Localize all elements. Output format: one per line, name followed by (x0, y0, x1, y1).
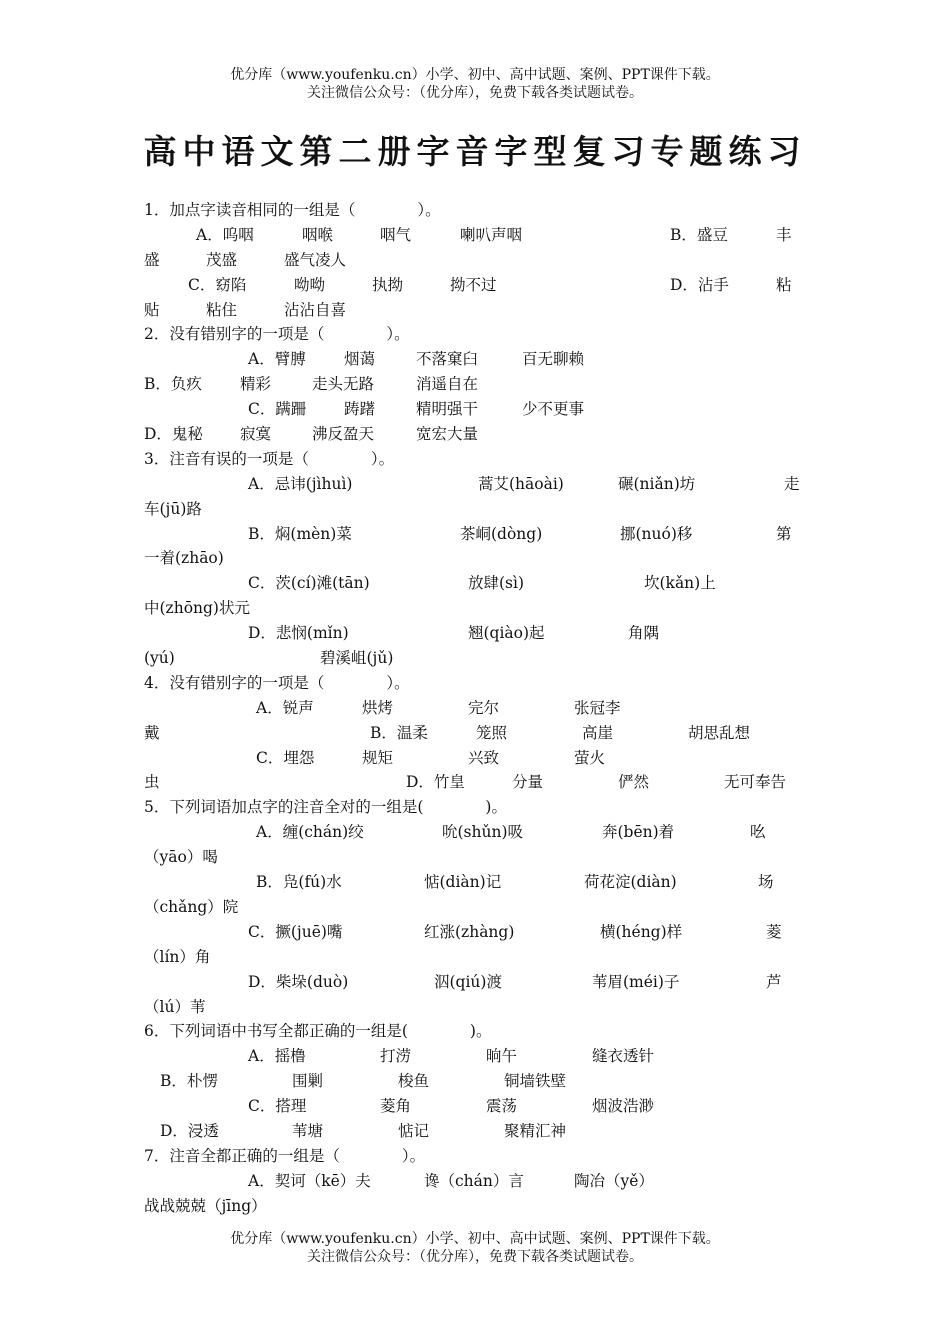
text-segment: 泅(qiú)渡 (434, 972, 502, 991)
text-line (144, 1119, 804, 1144)
text-segment: 完尔 (468, 698, 500, 717)
text-segment: 胡思乱想 (688, 723, 751, 742)
text-segment: 走头无路 (312, 375, 375, 394)
text-segment: 陶冶（yě） (574, 1171, 654, 1190)
text-segment: 战战兢兢（jīng） (144, 1196, 267, 1215)
text-segment: 踌躇 (344, 400, 376, 419)
text-segment: 缝衣透针 (592, 1047, 655, 1066)
text-segment: D．柴垛(duò) (248, 972, 349, 991)
text-segment: C．埋怨 (256, 748, 315, 767)
text-segment: 执拗 (372, 275, 404, 294)
page-footer (0, 1230, 950, 1266)
text-segment: (yú) (144, 649, 175, 668)
text-segment: D．沾手 (670, 275, 729, 294)
text-segment: 消遥自在 (416, 375, 479, 394)
text-segment: 沾沾自喜 (284, 300, 347, 319)
text-segment: D．悲悯(mǐn) (248, 624, 349, 643)
text-segment: 高崖 (582, 723, 614, 742)
text-segment: 宽宏大量 (416, 425, 479, 444)
text-segment: 张冠李 (574, 698, 621, 717)
text-segment: 梭鱼 (398, 1072, 430, 1091)
text-line (144, 621, 804, 646)
text-segment: 菱角 (380, 1097, 412, 1116)
text-segment: 苇塘 (292, 1121, 324, 1140)
text-segment: 4．没有错别字的一项是（ ）。 (144, 673, 410, 692)
text-line (144, 845, 804, 870)
text-segment: C．搭理 (248, 1097, 307, 1116)
text-line (144, 995, 804, 1020)
text-segment: 咽气 (380, 225, 412, 244)
text-line (144, 1194, 804, 1219)
footer-line-1: 优分库（www.youfenku.cn）小学、初中、高中试题、案例、PPT课件下载。 (230, 1231, 720, 1247)
header-line-1: 优分库（www.youfenku.cn）小学、初中、高中试题、案例、PPT课件下载。 (230, 67, 720, 83)
text-line (144, 870, 804, 895)
text-segment: 横(héng)样 (600, 922, 683, 941)
text-segment: 笼照 (476, 723, 508, 742)
text-segment: B．负疚 (144, 375, 202, 394)
text-segment: D．浸透 (160, 1121, 219, 1140)
text-segment: 沸反盈天 (312, 425, 375, 444)
text-line (144, 546, 804, 571)
text-line (144, 347, 804, 372)
text-line (144, 746, 804, 771)
text-segment: D．鬼秘 (144, 425, 203, 444)
text-line (144, 970, 804, 995)
text-segment: 荷花淀(diàn) (584, 873, 677, 892)
text-segment: A．锐声 (256, 698, 314, 717)
text-segment: A．呜咽 (196, 225, 254, 244)
text-line (144, 895, 804, 920)
text-segment: 聚精汇神 (504, 1121, 567, 1140)
text-segment: 粘 (776, 275, 792, 294)
text-segment: 盛 (144, 250, 160, 269)
text-segment: 晌午 (486, 1047, 518, 1066)
text-segment: 规矩 (362, 748, 394, 767)
text-segment: 谗（chán）言 (424, 1171, 524, 1190)
text-segment: 车(jū)路 (144, 499, 202, 518)
text-segment: （lú）苇 (144, 997, 206, 1016)
text-segment: 碾(niǎn)坊 (618, 474, 696, 493)
document-body (144, 198, 804, 1219)
text-segment: 少不更事 (522, 400, 585, 419)
text-segment: 惦记 (398, 1121, 430, 1140)
text-line (144, 945, 804, 970)
text-line (144, 497, 804, 522)
text-segment: 芦 (766, 972, 782, 991)
text-line (144, 248, 804, 273)
text-segment: 虫 (144, 773, 160, 792)
text-segment: （chǎng）院 (144, 897, 239, 916)
text-segment: 吆 (750, 823, 766, 842)
text-line (144, 1019, 804, 1044)
text-segment: （lín）角 (144, 947, 211, 966)
footer-line-2: 关注微信公众号：（优分库），免费下载各类试题试卷。 (307, 1249, 643, 1265)
text-segment: A．摇橹 (248, 1047, 306, 1066)
text-segment: 精明强干 (416, 400, 479, 419)
text-segment: 戴 (144, 723, 160, 742)
text-segment: 拗不过 (450, 275, 497, 294)
text-line (144, 273, 804, 298)
text-segment: 吮(shǔn)吸 (442, 823, 523, 842)
text-segment: 角隅 (628, 624, 660, 643)
text-segment: C．蹒跚 (248, 400, 307, 419)
text-segment: D．竹皇 (406, 773, 465, 792)
text-line (144, 447, 804, 472)
text-line (144, 397, 804, 422)
text-segment: 3．注音有误的一项是（ ）。 (144, 449, 395, 468)
text-segment: 打涝 (380, 1047, 412, 1066)
text-segment: C．窈陷 (188, 275, 247, 294)
text-segment: B．朴愣 (160, 1072, 218, 1091)
text-segment: 7．注音全都正确的一组是（ ）。 (144, 1146, 426, 1165)
text-segment: 一着(zhāo) (144, 549, 224, 568)
page-header (0, 66, 950, 102)
text-segment: 萤火 (574, 748, 606, 767)
text-segment: A．契诃（kē）夫 (248, 1171, 371, 1190)
text-segment: 蒿艾(hāoài) (478, 474, 564, 493)
text-segment: 咽喉 (302, 225, 334, 244)
text-segment: A．忌讳(jìhuì) (248, 474, 353, 493)
text-line (144, 696, 804, 721)
text-line (144, 1144, 804, 1169)
text-segment: 6．下列词语中书写全都正确的一组是( )。 (144, 1022, 492, 1041)
text-line (144, 322, 804, 347)
text-line (144, 571, 804, 596)
text-segment: 第 (776, 524, 792, 543)
text-segment: 碧溪岨(jǔ) (320, 649, 394, 668)
text-line (144, 646, 804, 671)
text-line (144, 1069, 804, 1094)
text-segment: 中(zhōng)状元 (144, 599, 250, 618)
text-segment: 菱 (766, 922, 782, 941)
text-line (144, 422, 804, 447)
text-segment: 放肆(sì) (468, 574, 525, 593)
text-segment: C．撅(juē)嘴 (248, 922, 343, 941)
text-segment: 贴 (144, 300, 160, 319)
text-line (144, 596, 804, 621)
text-segment: 场 (758, 873, 774, 892)
text-segment: 分量 (512, 773, 544, 792)
text-line (144, 1094, 804, 1119)
text-line (144, 198, 804, 223)
text-segment: 走 (784, 474, 800, 493)
text-segment: 茶峒(dòng) (460, 524, 543, 543)
text-line (144, 920, 804, 945)
text-segment: 茂盛 (206, 250, 238, 269)
text-line (144, 671, 804, 696)
text-segment: 不落窠臼 (416, 350, 479, 369)
text-line (144, 820, 804, 845)
text-segment: B．焖(mèn)菜 (248, 524, 352, 543)
text-segment: 烟波浩渺 (592, 1097, 655, 1116)
text-segment: 围剿 (292, 1072, 324, 1091)
text-segment: 丰 (776, 225, 792, 244)
text-segment: 粘住 (206, 300, 238, 319)
text-line (144, 223, 804, 248)
text-segment: 1．加点字读音相同的一组是（ ）。 (144, 201, 441, 219)
text-line (144, 1169, 804, 1194)
text-segment: 无可奉告 (724, 773, 787, 792)
text-segment: A．缠(chán)绞 (256, 823, 364, 842)
text-segment: 2．没有错别字的一项是（ ）。 (144, 325, 410, 344)
text-segment: 坎(kǎn)上 (644, 574, 716, 593)
text-segment: 喇叭声咽 (460, 225, 523, 244)
text-line (144, 795, 804, 820)
document-title: 高中语文第二册字音字型复习专题练习 (143, 132, 807, 171)
text-segment: 烟蔼 (344, 350, 376, 369)
text-segment: 震荡 (486, 1097, 518, 1116)
text-segment: 奔(bēn)着 (602, 823, 675, 842)
text-line (144, 372, 804, 397)
text-segment: A．臂膊 (248, 350, 306, 369)
text-segment: 红涨(zhàng) (424, 922, 515, 941)
text-segment: 5．下列词语加点字的注音全对的一组是( )。 (144, 798, 507, 817)
text-line (144, 298, 804, 323)
text-segment: 挪(nuó)移 (620, 524, 693, 543)
text-segment: 呦呦 (294, 275, 326, 294)
text-segment: （yāo）喝 (144, 848, 218, 867)
text-segment: B．凫(fú)水 (256, 873, 342, 892)
text-line (144, 472, 804, 497)
text-segment: 烘烤 (362, 698, 394, 717)
text-segment: 惦(diàn)记 (424, 873, 502, 892)
text-segment: 苇眉(méi)子 (592, 972, 680, 991)
text-segment: 精彩 (240, 375, 272, 394)
text-line (144, 721, 804, 746)
text-segment: B．温柔 (370, 723, 428, 742)
text-line (144, 770, 804, 795)
text-segment: B．盛豆 (670, 225, 728, 244)
text-line (144, 522, 804, 547)
text-line (144, 1044, 804, 1069)
text-segment: 寂寞 (240, 425, 272, 444)
header-line-2: 关注微信公众号：（优分库），免费下载各类试题试卷。 (307, 85, 643, 101)
text-segment: 俨然 (618, 773, 650, 792)
text-segment: 盛气凌人 (284, 250, 347, 269)
text-segment: 兴致 (468, 748, 500, 767)
text-segment: 铜墙铁壁 (504, 1072, 567, 1091)
text-segment: 翘(qiào)起 (468, 624, 545, 643)
text-segment: 百无聊赖 (522, 350, 585, 369)
text-segment: C．茨(cí)滩(tān) (248, 574, 370, 593)
